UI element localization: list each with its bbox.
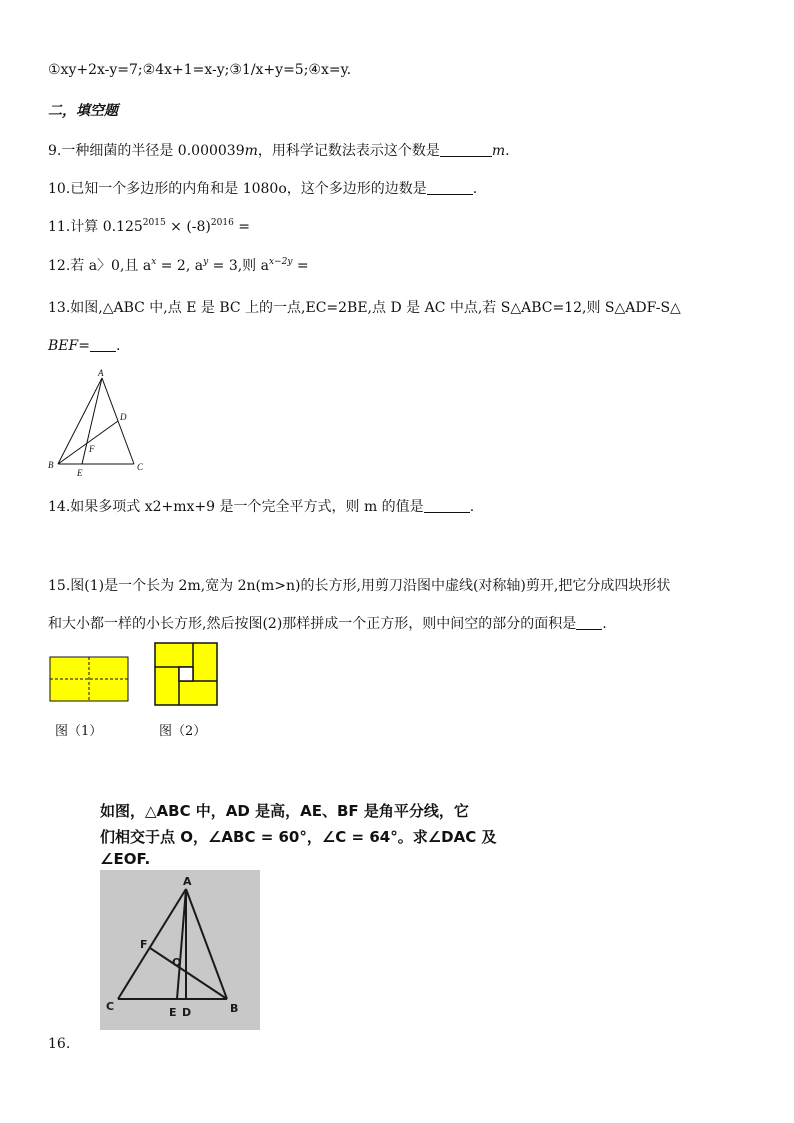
question-13-line-2 [48, 338, 120, 354]
q13-text: BEF= [48, 338, 90, 354]
q13-label-a: A [98, 368, 104, 378]
question-15-line-2 [48, 613, 607, 633]
q16-label-b: B [230, 1002, 239, 1015]
figure-2-square [154, 642, 220, 708]
question-16-line-2: 们相交于点 O，∠ABC = 60°，∠C = 64°。求∠DAC 及 [100, 828, 497, 846]
q16-label-c: C [106, 1000, 115, 1013]
q13-side-ab [58, 378, 102, 464]
q13-blank[interactable] [90, 339, 116, 352]
question-12 [48, 255, 309, 275]
q12-exp-y: y [203, 257, 209, 267]
q11-exponent-2: 2016 [210, 218, 234, 228]
q16-label-e: E [169, 1006, 177, 1019]
q10-text: 10.已知一个多边形的内角和是 1080o，这个多边形的边数是 [48, 181, 427, 197]
q10-blank[interactable] [427, 182, 473, 195]
q12-text: 12.若 a〉0,且 a [48, 258, 152, 274]
q12-text-3: = 3,则 a [208, 258, 269, 274]
q11-text: 11.计算 0.125 [48, 219, 143, 235]
q9-text-mid: ，用科学记数法表示这个数是 [257, 143, 440, 159]
question-13-line-1: 13.如图,△ABC 中,点 E 是 BC 上的一点,EC=2BE,点 D 是 AC 中点,若 S△ABC=12,则 S△ADF-S△ [48, 300, 681, 316]
q14-text: 14.如果多项式 x2+mx+9 是一个完全平方式，则 m 的值是 [48, 499, 424, 515]
q12-exp-x: x [151, 257, 157, 267]
question-15-line-1: 15.图(1)是一个长为 2m,宽为 2n(m>n)的长方形,用剪刀沿图中虚线(对称轴)剪开,把它分成四块形状 [48, 578, 671, 594]
q9-blank[interactable] [440, 144, 492, 157]
question-11 [48, 216, 250, 236]
q13-label-c: C [137, 462, 144, 472]
q13-label-b: B [48, 460, 54, 470]
q13-label-d: D [120, 412, 127, 422]
figure-1-caption: 图（1） [55, 724, 103, 739]
q16-label-d: D [182, 1006, 192, 1019]
question-16-line-1: 如图，△ABC 中，AD 是高，AE、BF 是角平分线，它 [100, 802, 469, 820]
q13-label-e: E [77, 468, 83, 478]
q11-exponent-1: 2015 [142, 218, 166, 228]
question-10 [48, 178, 477, 198]
q11-end: = [233, 219, 250, 235]
q9-text: 9.一种细菌的半径是 0.000039 [48, 143, 245, 159]
q12-text-2: = 2, a [156, 258, 204, 274]
question-16-line-3: ∠EOF. [100, 850, 151, 868]
section-heading: 二，填空题 [48, 103, 118, 119]
q12-exp-x-2y: x−2y [268, 257, 293, 267]
q12-end: = [292, 258, 309, 274]
question-14 [48, 496, 474, 516]
q9-unit: m [244, 143, 258, 159]
figure-1-rectangle [49, 656, 131, 704]
q16-label-f: F [140, 938, 148, 951]
q13-segment-bd [58, 421, 118, 464]
question-9 [48, 140, 510, 160]
q13-triangle-figure [44, 368, 154, 478]
q13-end: . [115, 338, 121, 354]
question-16-number: 16. [48, 1036, 71, 1052]
q16-label-o: O [172, 956, 182, 969]
q15-text: 和大小都一样的小长方形,然后按图(2)那样拼成一个正方形，则中间空的部分的面积是 [48, 616, 577, 632]
center-hole [179, 667, 193, 681]
q14-blank[interactable] [424, 500, 470, 513]
q15-blank[interactable] [576, 617, 602, 630]
q10-end: . [472, 181, 478, 197]
q9-end: m. [491, 143, 510, 159]
q16-triangle-photo [100, 870, 262, 1032]
q15-end: . [602, 616, 607, 632]
options-line: ①xy+2x-y=7;②4x+1=x-y;③1/x+y=5;④x=y. [48, 62, 352, 78]
figure-2-caption: 图（2） [159, 724, 207, 739]
q11-text-mid: × (-8) [165, 219, 211, 235]
q13-label-f: F [89, 444, 95, 454]
q14-end: . [469, 499, 475, 515]
q16-label-a: A [183, 875, 192, 888]
